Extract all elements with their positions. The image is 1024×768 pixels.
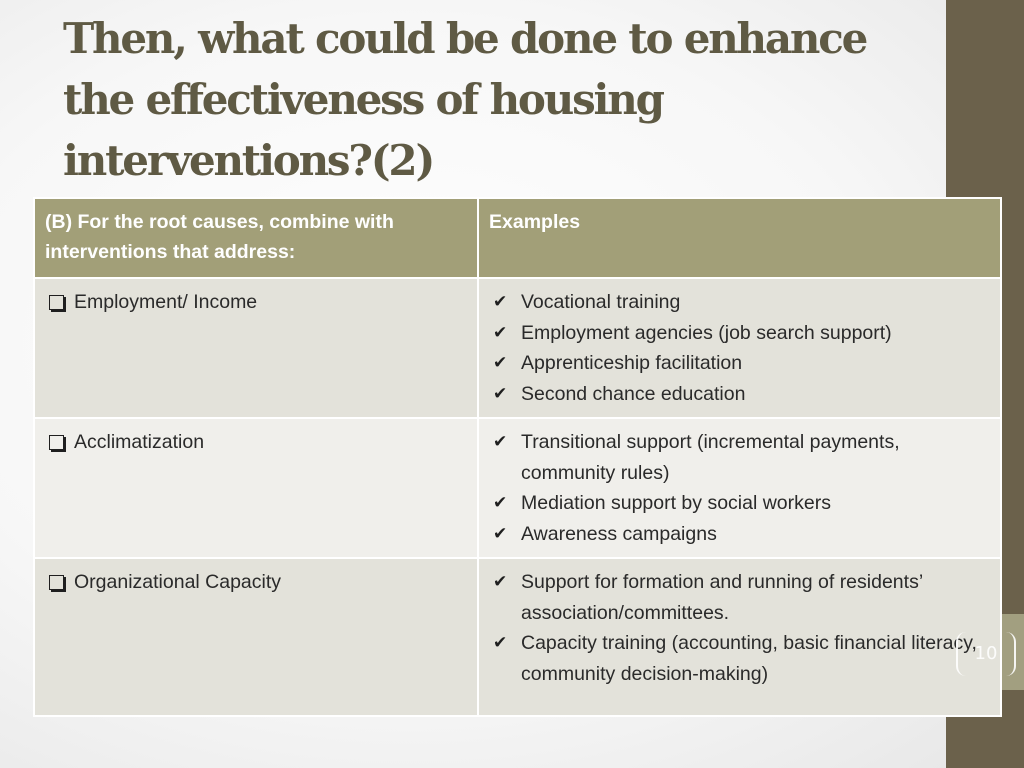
check-mark-icon: ✔ bbox=[493, 572, 508, 592]
check-mark-icon: ✔ bbox=[493, 292, 508, 312]
list-item bbox=[489, 318, 990, 349]
list-item bbox=[489, 628, 990, 689]
check-mark-icon: ✔ bbox=[493, 523, 508, 544]
example-text: Apprenticeship facilitation bbox=[521, 352, 743, 374]
examples-list bbox=[489, 287, 990, 409]
list-item bbox=[489, 519, 990, 550]
interventions-table bbox=[33, 197, 1002, 717]
example-text: Second chance education bbox=[521, 382, 746, 405]
examples-cell bbox=[478, 558, 1001, 716]
example-text: Transitional support (incremental payments, community rules) bbox=[521, 431, 900, 484]
cause-label: Acclimatization bbox=[74, 431, 205, 453]
check-mark-icon: ✔ bbox=[493, 322, 508, 343]
example-text: Awareness campaigns bbox=[521, 522, 717, 545]
cause-label: Organizational Capacity bbox=[74, 571, 282, 593]
example-text: Vocational training bbox=[521, 291, 681, 313]
check-mark-icon: ✔ bbox=[493, 353, 508, 373]
list-item bbox=[489, 488, 990, 519]
list-item bbox=[489, 379, 990, 410]
example-text: Mediation support by social workers bbox=[521, 492, 831, 514]
example-text: Support for formation and running of residents’ association/committees. bbox=[521, 571, 923, 624]
check-mark-icon: ✔ bbox=[493, 383, 508, 404]
slide-page-number: 10 bbox=[956, 632, 1016, 676]
list-item bbox=[489, 427, 990, 488]
checkbox-outline-icon bbox=[49, 295, 64, 310]
check-mark-icon: ✔ bbox=[493, 493, 508, 513]
cause-cell bbox=[34, 558, 478, 716]
list-item bbox=[489, 348, 990, 379]
checkbox-outline-icon bbox=[49, 435, 64, 450]
example-text: Employment agencies (job search support) bbox=[521, 321, 892, 344]
check-mark-icon: ✔ bbox=[493, 633, 508, 653]
header-root-causes: (B) For the root causes, combine with interventions that address: bbox=[34, 198, 478, 278]
checkbox-outline-icon bbox=[49, 575, 64, 590]
slide-title: Then, what could be done to enhance the effectiveness of housing interventions?(2) bbox=[63, 14, 867, 185]
examples-list bbox=[489, 427, 990, 549]
table-header-row bbox=[34, 198, 1001, 278]
table-row bbox=[34, 278, 1001, 418]
cause-label: Employment/ Income bbox=[74, 291, 258, 313]
examples-cell bbox=[478, 278, 1001, 418]
list-item bbox=[489, 287, 990, 318]
examples-cell bbox=[478, 418, 1001, 558]
table-row bbox=[34, 418, 1001, 558]
header-examples: Examples bbox=[478, 198, 1001, 278]
table-row bbox=[34, 558, 1001, 716]
list-item bbox=[489, 567, 990, 628]
examples-list bbox=[489, 567, 990, 689]
example-text: Capacity training (accounting, basic financial literacy, community decision-making) bbox=[521, 632, 977, 685]
cause-cell bbox=[34, 418, 478, 558]
cause-cell bbox=[34, 278, 478, 418]
check-mark-icon: ✔ bbox=[493, 432, 508, 452]
